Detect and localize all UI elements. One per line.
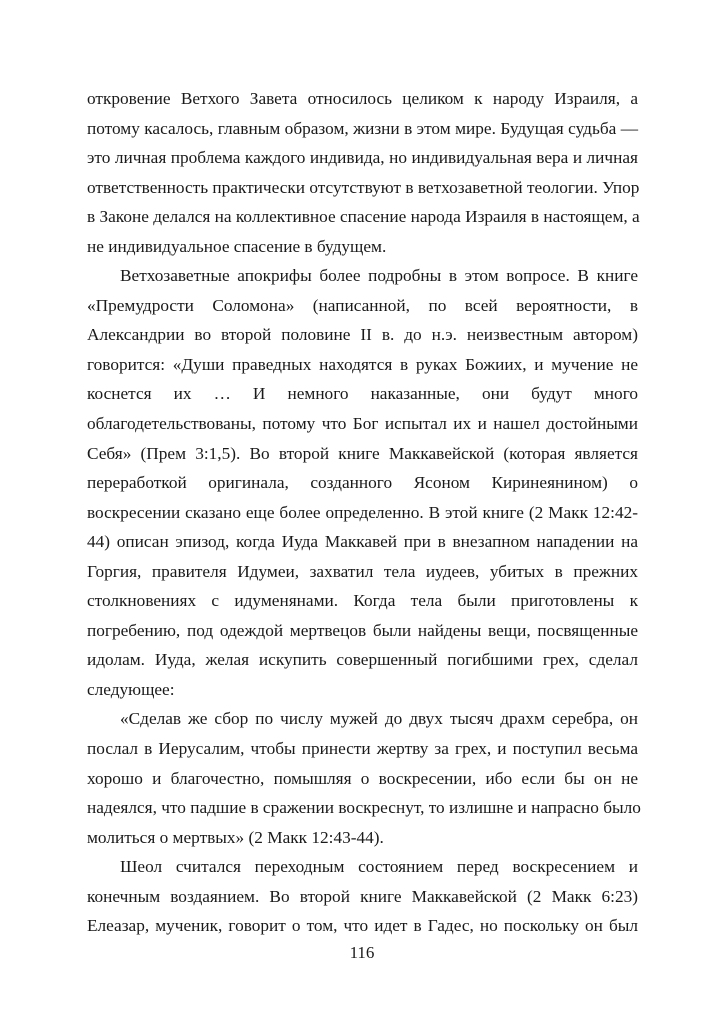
text-line: хорошо и благочестно, помышляя о воскресении, ибо если бы он не: [87, 768, 638, 788]
paragraph: [87, 852, 638, 941]
page-number: 116: [349, 943, 375, 962]
paragraph: [87, 704, 641, 852]
paragraph: [87, 261, 638, 704]
text-line: послал в Иерусалим, чтобы принести жертву за грех, и поступил весьма: [87, 739, 638, 759]
text-line: погребению, под одеждой мертвецов были найдены вещи, посвященные: [87, 620, 638, 640]
text-line: Горгия, правителя Идумеи, захватил тела иудеев, убитых в прежних: [87, 561, 638, 581]
text-line: Елеазар, мученик, говорит о том, что идет в Гадес, но поскольку он был: [87, 916, 638, 936]
text-line: «Премудрости Соломона» (написанной, по всей вероятности, в: [87, 295, 638, 315]
text-line: откровение Ветхого Завета относилось целиком к народу Израиля, а: [87, 89, 638, 108]
text-line: воскресении сказано еще более определенно. В этой книге (2 Макк 12:42-: [87, 502, 638, 522]
text-line: в Законе делался на коллективное спасение народа Израиля в настоящем, а: [87, 207, 640, 227]
text-line: потому касалось, главным образом, жизни в этом мире. Будущая судьба —: [87, 118, 638, 138]
text-line: 44) описан эпизод, когда Иуда Маккавей при в внезапном нападении на: [87, 532, 638, 552]
text-line: следующее:: [87, 679, 175, 699]
body-text: [87, 84, 641, 941]
text-line: идолам. Иуда, желая искупить совершенный погибшими грех, сделал: [87, 650, 638, 670]
text-line: это личная проблема каждого индивида, но индивидуальная вера и личная: [87, 148, 638, 168]
text-line: не индивидуальное спасение в будущем.: [87, 236, 387, 256]
text-line: Ветхозаветные апокрифы более подробны в этом вопросе. В книге: [120, 266, 638, 286]
text-line: Александрии во второй половине II в. до н.э. неизвестным автором): [87, 325, 638, 345]
text-line: «Сделав же сбор по числу мужей до двух тысяч драхм серебра, он: [120, 709, 638, 729]
text-line: надеялся, что падшие в сражении воскреснут, то излишне и напрасно было: [87, 798, 641, 818]
text-line: ответственность практически отсутствуют в ветхозаветной теологии. Упор: [87, 177, 640, 197]
paragraph: [87, 84, 638, 261]
text-line: коснется их … И немного наказанные, они будут много: [87, 384, 638, 404]
text-line: конечным воздаянием. Во второй книге Маккавейской (2 Макк 6:23): [87, 886, 638, 906]
text-line: говорится: «Души праведных находятся в руках Божиих, и мучение не: [87, 354, 638, 374]
text-line: молиться о мертвых» (2 Макк 12:43-44).: [87, 827, 384, 847]
text-line: Шеол считался переходным состоянием перед воскресением и: [120, 857, 638, 877]
text-line: Себя» (Прем 3:1,5). Во второй книге Маккавейской (которая является: [87, 443, 638, 463]
text-line: переработкой оригинала, созданного Ясоном Киринеянином) о: [87, 473, 638, 493]
text-line: столкновениях с идуменянами. Когда тела были приготовлены к: [87, 591, 638, 611]
text-line: облагодетельствованы, потому что Бог испытал их и нашел достойными: [87, 414, 638, 434]
